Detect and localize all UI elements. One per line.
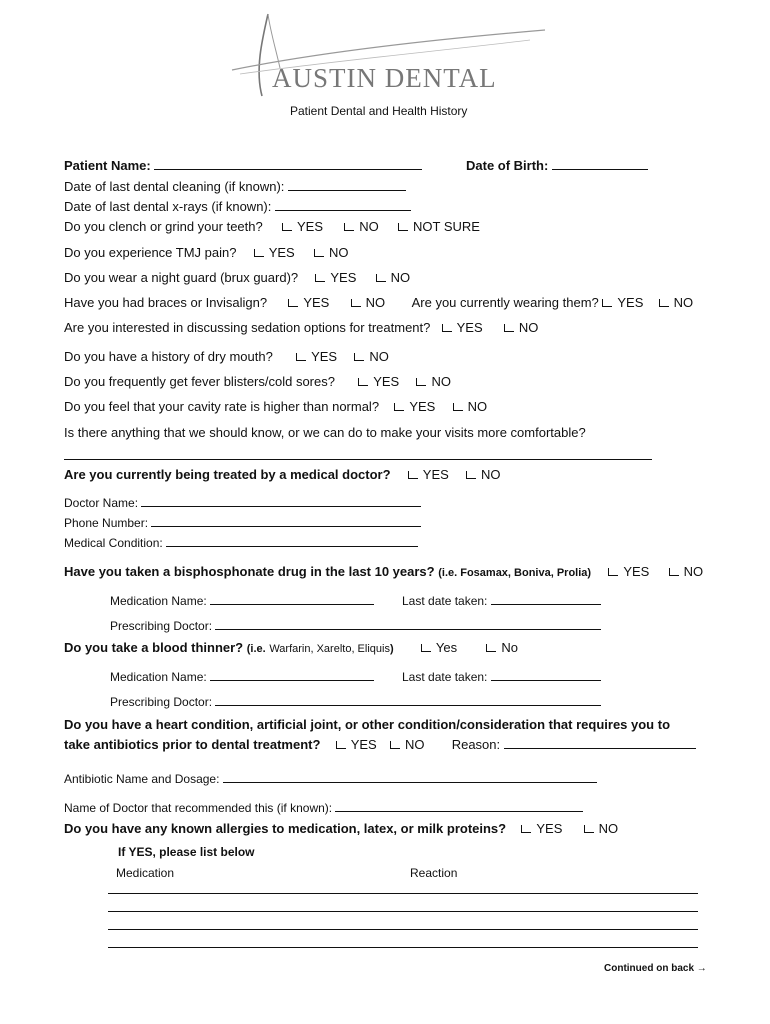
- bisphosphonate-last-date-row: [402, 592, 601, 608]
- checkbox[interactable]: [669, 568, 679, 576]
- option-yes[interactable]: YES: [282, 219, 323, 235]
- checkbox[interactable]: [398, 223, 408, 231]
- checkbox[interactable]: [351, 299, 361, 307]
- blood-thinner-prescriber-row: [110, 693, 601, 709]
- bisphosphonate-prescriber-row: [110, 617, 601, 633]
- question-text: Do you frequently get fever blisters/cold sores?: [64, 374, 335, 389]
- logo-text: AUSTIN DENTAL: [272, 63, 497, 93]
- question-text: Do you take a blood thinner?: [64, 640, 244, 655]
- option-yes[interactable]: YES: [442, 320, 483, 336]
- option-yes[interactable]: YES: [394, 399, 435, 415]
- question-medical-doctor: [64, 467, 501, 483]
- medical-condition-label: Medical Condition:: [64, 536, 163, 550]
- reason-label: Reason:: [451, 737, 501, 752]
- last-cleaning-row: [64, 178, 406, 195]
- checkbox[interactable]: [358, 378, 368, 386]
- allergy-line[interactable]: [108, 893, 698, 894]
- last-cleaning-label: Date of last dental cleaning (if known):: [64, 179, 285, 194]
- footer-continued: [604, 963, 707, 974]
- medication-name-label: Medication Name:: [110, 670, 207, 684]
- checkbox[interactable]: [521, 825, 531, 833]
- recommending-doctor-field[interactable]: [335, 799, 583, 812]
- option-no[interactable]: NO: [351, 295, 386, 311]
- prescribing-doctor-label: Prescribing Doctor:: [110, 619, 213, 633]
- bisphosphonate-examples: (i.e. Fosamax, Boniva, Prolia): [438, 567, 592, 579]
- question-text-current: Are you currently wearing them?: [411, 295, 599, 310]
- medication-name-field[interactable]: [210, 668, 374, 681]
- option-no[interactable]: NO: [416, 374, 451, 390]
- patient-name-field[interactable]: [154, 157, 422, 170]
- last-date-label: Last date taken:: [402, 670, 488, 684]
- checkbox[interactable]: [453, 403, 463, 411]
- last-xrays-field[interactable]: [275, 198, 411, 211]
- option-no[interactable]: NO: [584, 821, 619, 837]
- arrow-right-icon: →: [696, 963, 707, 974]
- medical-condition-row: [64, 534, 418, 551]
- phone-label: Phone Number:: [64, 516, 149, 530]
- checkbox[interactable]: [442, 324, 452, 332]
- checkbox[interactable]: [336, 741, 346, 749]
- comfort-answer-line[interactable]: [64, 459, 652, 460]
- antibiotic-field[interactable]: [223, 770, 597, 783]
- doctor-name-field[interactable]: [141, 494, 421, 507]
- option-yes[interactable]: YES: [336, 737, 377, 753]
- checkbox[interactable]: [504, 324, 514, 332]
- dob-field[interactable]: [552, 157, 648, 170]
- doctor-name-row: [64, 494, 421, 511]
- checkbox[interactable]: [466, 471, 476, 479]
- reason-field[interactable]: [504, 736, 696, 749]
- checkbox[interactable]: [608, 568, 618, 576]
- checkbox[interactable]: [408, 471, 418, 479]
- medication-name-field[interactable]: [210, 592, 374, 605]
- phone-field[interactable]: [151, 514, 421, 527]
- last-xrays-row: [64, 198, 411, 215]
- phone-row: [64, 514, 421, 531]
- recommending-doctor-label: Name of Doctor that recommended this (if known):: [64, 801, 333, 815]
- prescribing-doctor-field[interactable]: [215, 693, 601, 706]
- blood-thinner-examples: Warfarin, Xarelto, Eliquis: [269, 643, 390, 655]
- checkbox[interactable]: [486, 644, 496, 652]
- last-date-label: Last date taken:: [402, 594, 488, 608]
- form-subtitle: Patient Dental and Health History: [290, 104, 468, 118]
- option-no[interactable]: NO: [669, 564, 704, 580]
- checkbox[interactable]: [314, 249, 324, 257]
- option-yes[interactable]: YES: [521, 821, 562, 837]
- option-no[interactable]: No: [486, 640, 518, 656]
- question-text: Do you wear a night guard (brux guard)?: [64, 270, 299, 285]
- option-yes[interactable]: YES: [408, 467, 449, 483]
- checkbox[interactable]: [282, 223, 292, 231]
- last-xrays-label: Date of last dental x-rays (if known):: [64, 199, 272, 214]
- option-no[interactable]: NO: [344, 219, 379, 235]
- question-comfort: Is there anything that we should know, or we can do to make your visits more comfortable?: [64, 425, 586, 440]
- dob-label: Date of Birth:: [466, 158, 549, 173]
- question-text: take antibiotics prior to dental treatment?: [64, 737, 321, 752]
- last-date-field[interactable]: [491, 592, 601, 605]
- option-yes[interactable]: YES: [315, 270, 356, 286]
- option-yes[interactable]: YES: [288, 295, 329, 311]
- question-text: Are you currently being treated by a medical doctor?: [64, 467, 391, 482]
- option-yes[interactable]: YES: [602, 295, 643, 311]
- question-text: Do you have a history of dry mouth?: [64, 349, 273, 364]
- last-date-field[interactable]: [491, 668, 601, 681]
- option-no[interactable]: NO: [504, 320, 539, 336]
- checkbox[interactable]: [602, 299, 612, 307]
- allergy-line[interactable]: [108, 929, 698, 930]
- checkbox[interactable]: [584, 825, 594, 833]
- patient-name-row: [64, 157, 422, 174]
- question-blood-thinner: [64, 640, 518, 657]
- checkbox[interactable]: [315, 274, 325, 282]
- medical-condition-field[interactable]: [166, 534, 418, 547]
- question-text: Have you had braces or Invisalign?: [64, 295, 268, 310]
- option-not-sure[interactable]: NOT SURE: [398, 219, 480, 235]
- option-no[interactable]: NO: [354, 349, 389, 365]
- question-bisphosphonate: [64, 564, 703, 581]
- question-text: Are you interested in discussing sedation options for treatment?: [64, 320, 431, 335]
- checkbox[interactable]: [394, 403, 404, 411]
- checkbox[interactable]: [254, 249, 264, 257]
- question-allergies: [64, 821, 618, 837]
- allergy-instruction: If YES, please list below: [118, 845, 255, 859]
- checkbox[interactable]: [296, 353, 306, 361]
- bisphosphonate-medication-row: [110, 592, 374, 608]
- antibiotic-row: [64, 770, 597, 787]
- question-heart-line1: Do you have a heart condition, artificial joint, or other condition/consideration that requires you to: [64, 717, 671, 732]
- allergy-line[interactable]: [108, 947, 698, 948]
- recommending-doctor-row: [64, 799, 583, 816]
- option-no[interactable]: NO: [314, 245, 349, 261]
- option-no[interactable]: NO: [659, 295, 694, 311]
- question-nightguard: [64, 270, 410, 286]
- antibiotic-label: Antibiotic Name and Dosage:: [64, 772, 220, 786]
- question-text: Do you feel that your cavity rate is higher than normal?: [64, 399, 380, 414]
- allergy-line[interactable]: [108, 911, 698, 912]
- option-no[interactable]: NO: [376, 270, 411, 286]
- checkbox[interactable]: [421, 644, 431, 652]
- checkbox[interactable]: [390, 741, 400, 749]
- question-dry-mouth: [64, 349, 389, 365]
- question-heart-line2: [64, 736, 696, 753]
- question-sedation: [64, 320, 538, 336]
- footer-text: Continued on back: [604, 963, 694, 974]
- checkbox[interactable]: [376, 274, 386, 282]
- blood-thinner-medication-row: [110, 668, 374, 684]
- question-text: Do you have any known allergies to medication, latex, or milk proteins?: [64, 821, 507, 836]
- austin-dental-logo: [0, 0, 770, 100]
- blood-thinner-ie: (i.e.: [246, 643, 266, 655]
- prescribing-doctor-field[interactable]: [215, 617, 601, 630]
- question-blisters: [64, 374, 451, 390]
- question-text: Have you taken a bisphosphonate drug in the last 10 years?: [64, 564, 435, 579]
- option-yes[interactable]: YES: [358, 374, 399, 390]
- allergy-col-reaction: Reaction: [410, 866, 458, 880]
- option-yes[interactable]: YES: [608, 564, 649, 580]
- checkbox[interactable]: [344, 223, 354, 231]
- last-cleaning-field[interactable]: [288, 178, 406, 191]
- option-no[interactable]: NO: [390, 737, 425, 753]
- dob-row: [466, 157, 648, 173]
- question-braces: [64, 295, 693, 311]
- doctor-name-label: Doctor Name:: [64, 496, 139, 510]
- checkbox[interactable]: [659, 299, 669, 307]
- question-tmj: [64, 245, 348, 261]
- prescribing-doctor-label: Prescribing Doctor:: [110, 695, 213, 709]
- question-text: Do you experience TMJ pain?: [64, 245, 237, 260]
- question-clench: [64, 219, 480, 235]
- medication-name-label: Medication Name:: [110, 594, 207, 608]
- option-yes[interactable]: YES: [254, 245, 295, 261]
- checkbox[interactable]: [416, 378, 426, 386]
- option-no[interactable]: NO: [453, 399, 488, 415]
- option-yes[interactable]: YES: [296, 349, 337, 365]
- question-cavity: [64, 399, 487, 415]
- checkbox[interactable]: [354, 353, 364, 361]
- option-no[interactable]: NO: [466, 467, 501, 483]
- checkbox[interactable]: [288, 299, 298, 307]
- patient-name-label: Patient Name:: [64, 158, 151, 173]
- option-yes[interactable]: Yes: [421, 640, 457, 656]
- allergy-col-medication: Medication: [116, 866, 175, 880]
- blood-thinner-last-date-row: [402, 668, 601, 684]
- question-text: Do you clench or grind your teeth?: [64, 219, 263, 234]
- blood-thinner-close: ): [389, 643, 394, 655]
